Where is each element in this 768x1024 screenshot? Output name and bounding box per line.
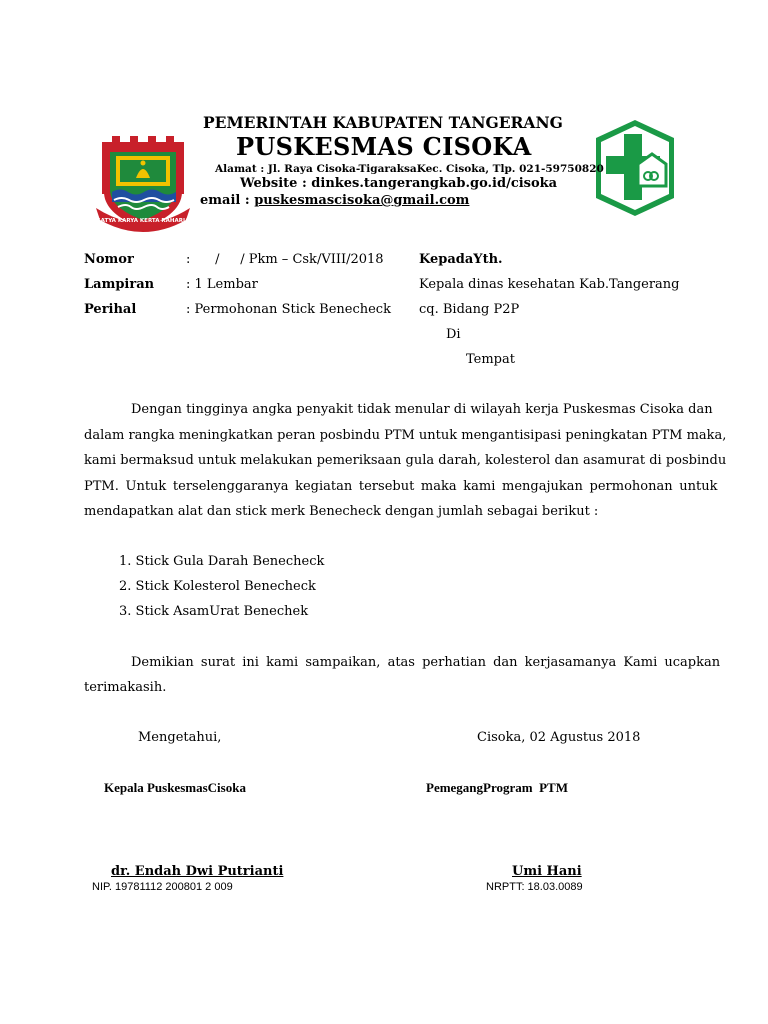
kop-institution-name: PUSKESMAS CISOKA [236,132,532,161]
left-signatory-title: Kepala PuskesmasCisoka [104,780,246,795]
lampiran-value: : 1 Lembar [186,277,258,292]
nomor-label: Nomor [84,252,134,267]
recipient-greeting: KepadaYth. [419,252,503,267]
body-paragraph-1-line-3: kami bermaksud untuk melakukan pemeriksaan gula darah, kolesterol dan asamurat di posbindu [84,453,727,468]
nomor-value: : / / Pkm – Csk/VIII/2018 [186,252,384,267]
logo-motto: SATYA KARYA KERTA RAHARJA [96,218,190,224]
perihal-label: Perihal [84,302,137,317]
mengetahui-label: Mengetahui, [138,730,222,745]
lampiran-label: Lampiran [84,277,155,292]
left-signatory-nip: NIP. 19781112 200801 2 009 [92,881,233,893]
recipient-di: Di [446,327,461,342]
list-item: 2. Stick Kolesterol Benecheck [119,579,316,594]
right-signatory-nrptt: NRPTT: 18.03.0089 [486,881,583,893]
kop-email-label: email : [200,193,255,208]
perihal-value: : Permohonan Stick Benecheck [186,302,391,317]
right-signatory-name: Umi Hani [512,864,582,879]
body-paragraph-1-line-5: mendapatkan alat dan stick merk Benecheck dengan jumlah sebagai berikut : [84,504,599,519]
place-date: Cisoka, 02 Agustus 2018 [477,730,641,745]
body-paragraph-2-line-1: Demikian surat ini kami sampaikan, atas perhatian dan kerjasamanya Kami ucapkan [131,655,721,670]
left-signatory-name: dr. Endah Dwi Putrianti [111,864,284,879]
recipient-line2: cq. Bidang P2P [419,302,520,317]
body-paragraph-1-line-1: Dengan tingginya angka penyakit tidak menular di wilayah kerja Puskesmas Cisoka dan [131,402,713,417]
kop-website: Website : dinkes.tangerangkab.go.id/cisoka [240,176,558,191]
kop-address: Alamat : Jl. Raya Cisoka-TigaraksaKec. Cisoka, Tlp. 021-59750820 [215,163,604,175]
kabupaten-tangerang-logo [92,134,194,234]
right-signatory-title: PemegangProgram PTM [426,780,568,795]
body-paragraph-1-line-2: dalam rangka meningkatkan peran posbindu PTM untuk mengantisipasi peningkatan PTM maka, [84,428,727,443]
list-item: 1. Stick Gula Darah Benecheck [119,554,325,569]
puskesmas-logo [592,118,678,218]
kop-email [200,193,469,208]
body-paragraph-2-line-2: terimakasih. [84,680,167,695]
recipient-line1: Kepala dinas kesehatan Kab.Tangerang [419,277,680,292]
list-item: 3. Stick AsamUrat Benechek [119,604,309,619]
kop-email-link[interactable]: puskesmascisoka@gmail.com [254,193,470,208]
body-paragraph-1-line-4: PTM. Untuk terselenggaranya kegiatan tersebut maka kami mengajukan permohonan untuk [84,479,718,494]
kop-government-name: PEMERINTAH KABUPATEN TANGERANG [203,113,563,132]
recipient-tempat: Tempat [466,352,515,367]
